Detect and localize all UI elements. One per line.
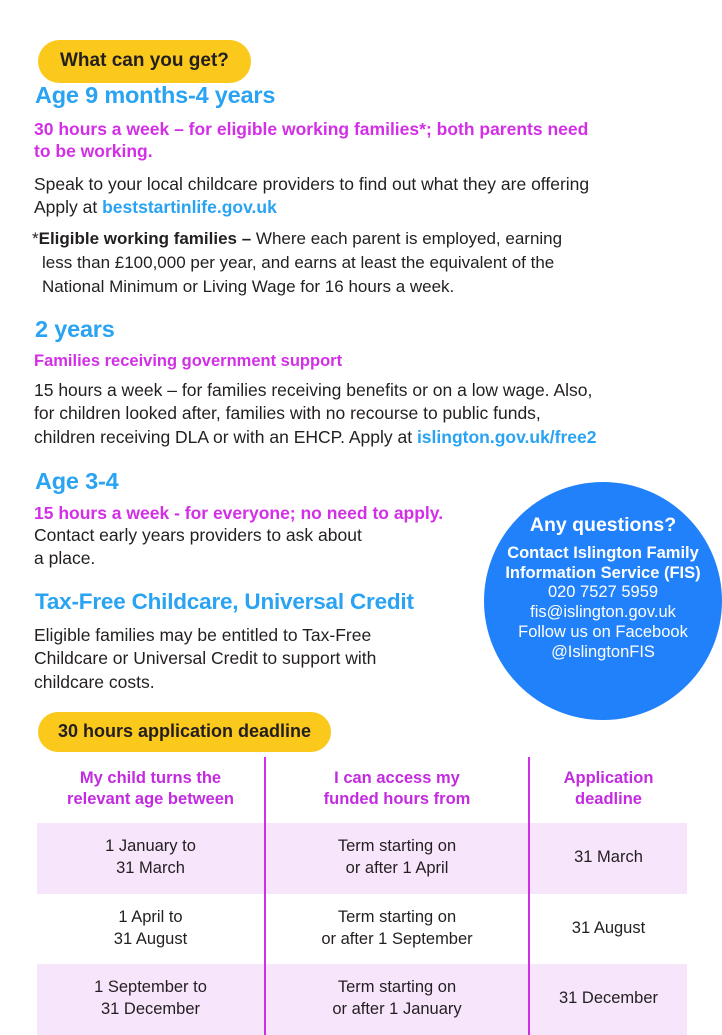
footnote-line2: less than £100,000 per year, and earns at least the equivalent of the (42, 253, 555, 273)
heading-age-3-4: Age 3-4 (35, 468, 119, 494)
cell-age-range-line2: 31 August (113, 929, 188, 948)
age-9m-apply-prefix: Apply at (34, 197, 103, 218)
tax-free-body-text (34, 624, 464, 694)
col-header-application-deadline-line2: deadline (575, 789, 642, 808)
col-header-access-hours-line2: funded hours from (323, 789, 471, 808)
col-header-child-turns-line2: relevant age between (67, 789, 234, 808)
age-3-4-body-line1: Contact early years providers to ask about (34, 525, 362, 545)
any-questions-title: Any questions? (529, 514, 677, 536)
age-9m-highlight-text (34, 118, 694, 163)
eligible-working-families-footnote (32, 227, 702, 299)
cell-term-start-line1: Term starting on (337, 907, 457, 926)
two-years-body-line1: 15 hours a week – for families receiving benefits or on a low wage. Also, (34, 380, 593, 400)
cell-age-range-line2: 31 December (100, 1000, 201, 1019)
contact-org-line2: Information Service (FIS) (505, 563, 701, 582)
contact-email[interactable]: fis@islington.gov.uk (530, 603, 676, 622)
application-deadline-badge: 30 hours application deadline (38, 712, 331, 752)
cell-age-range (37, 964, 265, 1035)
deadline-table-body (37, 823, 687, 1035)
two-years-body-line3-prefix: children receiving DLA or with an EHCP. Apply at (34, 426, 417, 447)
tax-free-body-line1: Eligible families may be entitled to Tax-Free (34, 625, 372, 645)
cell-deadline: 31 August (529, 894, 687, 965)
contact-social-line1: Follow us on Facebook (518, 622, 688, 641)
table-header-row (37, 757, 687, 823)
cell-term-start-line2: or after 1 April (345, 859, 449, 878)
table-row (37, 823, 687, 894)
deadline-table-head (37, 757, 687, 823)
contact-phone[interactable]: 020 7527 5959 (547, 583, 659, 602)
what-can-you-get-badge: What can you get? (38, 40, 251, 83)
age-3-4-body-text (34, 524, 454, 571)
cell-age-range-line1: 1 April to (118, 907, 183, 926)
table-row (37, 894, 687, 965)
contact-social-handle[interactable]: @IslingtonFIS (551, 642, 655, 661)
cell-age-range-line1: 1 September to (94, 978, 207, 997)
contact-org-line1: Contact Islington Family (507, 544, 699, 563)
heading-tax-free-childcare: Tax-Free Childcare, Universal Credit (35, 589, 414, 614)
age-9m-highlight-line2: to be working. (34, 141, 153, 162)
cell-term-start (265, 894, 529, 965)
cell-term-start-line1: Term starting on (337, 837, 457, 856)
deadline-table-wrapper (37, 757, 687, 1035)
col-header-child-turns-line1: My child turns the (79, 769, 222, 787)
cell-age-range-line1: 1 January to (105, 837, 196, 856)
table-row (37, 964, 687, 1035)
age-9m-highlight-line1: 30 hours a week – for eligible working families*; both parents need (34, 119, 589, 139)
two-years-body-line2: for children looked after, families with no recourse to public funds, (34, 403, 541, 424)
footnote-rest-line1: Where each parent is employed, earning (251, 229, 563, 248)
cell-age-range (37, 823, 265, 894)
age-9m-body-text (34, 173, 699, 220)
cell-term-start-line2: or after 1 September (321, 929, 473, 948)
col-header-application-deadline (529, 757, 687, 823)
footnote-line3: National Minimum or Living Wage for 16 hours a week. (42, 277, 455, 297)
two-years-subheading: Families receiving government support (34, 352, 343, 370)
heading-2-years: 2 years (35, 316, 115, 342)
heading-age-9-months-4-years: Age 9 months-4 years (35, 82, 276, 108)
cell-age-range-line2: 31 March (116, 859, 185, 878)
footnote-asterisk: * (32, 229, 39, 248)
beststartinlife-link[interactable]: beststartinlife.gov.uk (102, 197, 277, 218)
col-header-child-turns (37, 757, 265, 823)
cell-deadline: 31 December (529, 964, 687, 1035)
deadline-table (37, 757, 687, 1035)
footnote-bold-label: Eligible working families – (38, 229, 252, 248)
islington-free2-link[interactable]: islington.gov.uk/free2 (416, 426, 597, 447)
tax-free-body-line3: childcare costs. (34, 671, 155, 692)
cell-term-start-line2: or after 1 January (332, 1000, 462, 1019)
col-header-access-hours-line1: I can access my (334, 769, 460, 787)
cell-deadline: 31 March (529, 823, 687, 894)
cell-term-start-line1: Term starting on (337, 978, 457, 997)
cell-term-start (265, 964, 529, 1035)
age-9m-body-line1: Speak to your local childcare providers to find out what they are offering (34, 174, 590, 194)
age-3-4-body-line2: a place. (34, 548, 96, 569)
contact-circle (484, 482, 722, 720)
cell-age-range (37, 894, 265, 965)
two-years-body-text (34, 379, 704, 449)
col-header-access-hours (265, 757, 529, 823)
cell-term-start (265, 823, 529, 894)
age-3-4-highlight: 15 hours a week - for everyone; no need to apply. (34, 503, 444, 523)
col-header-application-deadline-line1: Application (563, 769, 654, 787)
tax-free-body-line2: Childcare or Universal Credit to support with (34, 648, 377, 669)
